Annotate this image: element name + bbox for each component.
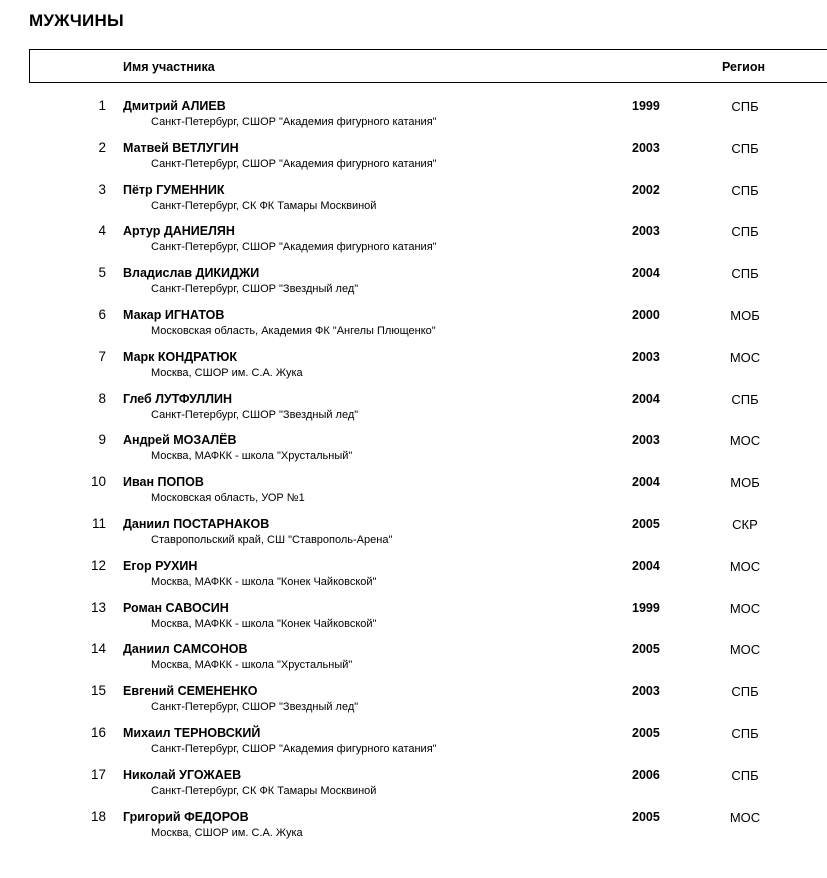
participant-club: Москва, МАФКК - школа "Хрустальный" bbox=[151, 450, 353, 463]
row-number: 9 bbox=[98, 432, 106, 448]
table-row bbox=[0, 138, 827, 180]
birth-year: 2004 bbox=[632, 266, 660, 281]
participant-name: Андрей МОЗАЛЁВ bbox=[123, 433, 237, 448]
participant-name: Григорий ФЕДОРОВ bbox=[123, 809, 249, 824]
table-row bbox=[0, 765, 827, 807]
table-row bbox=[0, 305, 827, 347]
page-title: МУЖЧИНЫ bbox=[29, 11, 124, 30]
row-number: 5 bbox=[98, 265, 106, 281]
row-number: 6 bbox=[98, 306, 106, 322]
participant-club: Москва, СШОР им. С.А. Жука bbox=[151, 366, 303, 379]
row-number: 17 bbox=[90, 766, 106, 782]
table-row bbox=[0, 430, 827, 472]
row-number: 3 bbox=[98, 181, 106, 197]
table-row bbox=[0, 807, 827, 849]
region-code: СПБ bbox=[731, 140, 759, 156]
birth-year: 2000 bbox=[632, 307, 660, 322]
participant-club: Москва, МАФКК - школа "Конек Чайковской" bbox=[151, 575, 377, 588]
region-code: СПБ bbox=[731, 767, 759, 783]
region-code: МОС bbox=[729, 600, 761, 616]
birth-year: 2002 bbox=[632, 182, 660, 197]
participant-name: Пётр ГУМЕННИК bbox=[123, 182, 225, 197]
region-code: МОС bbox=[729, 349, 761, 365]
birth-year: 2003 bbox=[632, 140, 660, 155]
birth-year: 2005 bbox=[632, 642, 660, 657]
region-code: МОС bbox=[729, 809, 761, 825]
participant-club: Ставропольский край, СШ "Ставрополь-Арена" bbox=[151, 533, 393, 546]
table-row bbox=[0, 472, 827, 514]
table-header bbox=[29, 49, 827, 83]
birth-year: 2004 bbox=[632, 475, 660, 490]
participant-club: Москва, МАФКК - школа "Хрустальный" bbox=[151, 659, 353, 672]
birth-year: 2005 bbox=[632, 809, 660, 824]
table-row bbox=[0, 221, 827, 263]
participant-list bbox=[0, 96, 827, 848]
participant-name: Даниил ПОСТАРНАКОВ bbox=[123, 516, 270, 531]
participant-club: Санкт-Петербург, СШОР "Звездный лед" bbox=[151, 408, 359, 421]
birth-year: 1999 bbox=[632, 600, 660, 615]
header-name-label: Имя участника bbox=[123, 60, 215, 74]
region-code: МОБ bbox=[730, 475, 760, 491]
row-number: 7 bbox=[98, 348, 106, 364]
birth-year: 2006 bbox=[632, 767, 660, 782]
birth-year: 2003 bbox=[632, 684, 660, 699]
row-number: 1 bbox=[98, 98, 106, 113]
region-code: СПБ bbox=[731, 684, 759, 700]
row-number: 4 bbox=[98, 223, 106, 239]
birth-year: 1999 bbox=[632, 99, 660, 113]
table-row bbox=[0, 389, 827, 431]
table-row bbox=[0, 681, 827, 723]
participant-name: Роман САВОСИН bbox=[123, 600, 229, 615]
region-code: МОС bbox=[729, 642, 761, 658]
participant-club: Санкт-Петербург, СК ФК Тамары Москвиной bbox=[151, 199, 377, 212]
participant-club: Москва, СШОР им. С.А. Жука bbox=[151, 826, 303, 839]
region-code: СПБ bbox=[731, 182, 759, 198]
region-code: МОБ bbox=[730, 307, 760, 323]
row-number: 13 bbox=[90, 599, 106, 615]
birth-year: 2004 bbox=[632, 558, 660, 573]
participant-name: Егор РУХИН bbox=[123, 558, 198, 573]
participant-name: Макар ИГНАТОВ bbox=[123, 307, 225, 322]
participant-club: Санкт-Петербург, СШОР "Академия фигурного катания" bbox=[151, 241, 437, 254]
participant-name: Артур ДАНИЕЛЯН bbox=[123, 224, 235, 239]
header-region-label: Регион bbox=[722, 60, 766, 74]
region-code: МОС bbox=[729, 558, 761, 574]
table-row bbox=[0, 556, 827, 598]
participant-club: Санкт-Петербург, СШОР "Академия фигурного катания" bbox=[151, 157, 437, 170]
row-number: 2 bbox=[98, 139, 106, 155]
row-number: 11 bbox=[91, 515, 106, 531]
row-number: 14 bbox=[90, 641, 106, 657]
row-number: 10 bbox=[90, 474, 106, 490]
participant-name: Владислав ДИКИДЖИ bbox=[123, 266, 260, 281]
participant-name: Иван ПОПОВ bbox=[123, 475, 204, 490]
participant-name: Евгений СЕМЕНЕНКО bbox=[123, 684, 258, 699]
participant-club: Санкт-Петербург, СШОР "Звездный лед" bbox=[151, 701, 359, 714]
table-row bbox=[0, 180, 827, 222]
table-row bbox=[0, 347, 827, 389]
table-row bbox=[0, 723, 827, 765]
participant-name: Матвей ВЕТЛУГИН bbox=[123, 140, 239, 155]
participant-club: Санкт-Петербург, СШОР "Академия фигурного катания" bbox=[151, 742, 437, 755]
row-number: 12 bbox=[90, 557, 106, 573]
birth-year: 2005 bbox=[632, 725, 660, 740]
participant-club: Санкт-Петербург, СК ФК Тамары Москвиной bbox=[151, 784, 377, 797]
participant-club: Санкт-Петербург, СШОР "Звездный лед" bbox=[151, 283, 359, 296]
region-code: МОС bbox=[729, 433, 761, 449]
region-code: СПБ bbox=[731, 224, 759, 240]
participant-name: Михаил ТЕРНОВСКИЙ bbox=[123, 725, 261, 740]
participant-name: Глеб ЛУТФУЛЛИН bbox=[123, 391, 232, 406]
region-code: СПБ bbox=[731, 266, 759, 282]
participant-club: Московская область, УОР №1 bbox=[151, 492, 305, 505]
table-row bbox=[0, 639, 827, 681]
table-row bbox=[0, 514, 827, 556]
birth-year: 2004 bbox=[632, 391, 660, 406]
birth-year: 2005 bbox=[632, 516, 660, 531]
participant-name: Дмитрий АЛИЕВ bbox=[123, 99, 226, 113]
participant-name: Марк КОНДРАТЮК bbox=[123, 349, 237, 364]
participant-name: Николай УГОЖАЕВ bbox=[123, 767, 242, 782]
region-code: СПБ bbox=[731, 391, 759, 407]
participant-club: Москва, МАФКК - школа "Конек Чайковской" bbox=[151, 617, 377, 630]
table-row bbox=[0, 96, 827, 138]
row-number: 16 bbox=[90, 724, 106, 740]
region-code: СКР bbox=[732, 516, 758, 532]
birth-year: 2003 bbox=[632, 433, 660, 448]
row-number: 18 bbox=[90, 808, 106, 824]
region-code: СПБ bbox=[731, 725, 759, 741]
table-row bbox=[0, 598, 827, 640]
participant-club: Московская область, Академия ФК "Ангелы Плющенко" bbox=[151, 324, 436, 337]
birth-year: 2003 bbox=[632, 224, 660, 239]
region-code: СПБ bbox=[731, 99, 759, 114]
participant-club: Санкт-Петербург, СШОР "Академия фигурного катания" bbox=[151, 116, 437, 128]
birth-year: 2003 bbox=[632, 349, 660, 364]
participant-name: Даниил САМСОНОВ bbox=[123, 642, 248, 657]
row-number: 15 bbox=[90, 683, 106, 699]
table-row bbox=[0, 263, 827, 305]
row-number: 8 bbox=[98, 390, 106, 406]
